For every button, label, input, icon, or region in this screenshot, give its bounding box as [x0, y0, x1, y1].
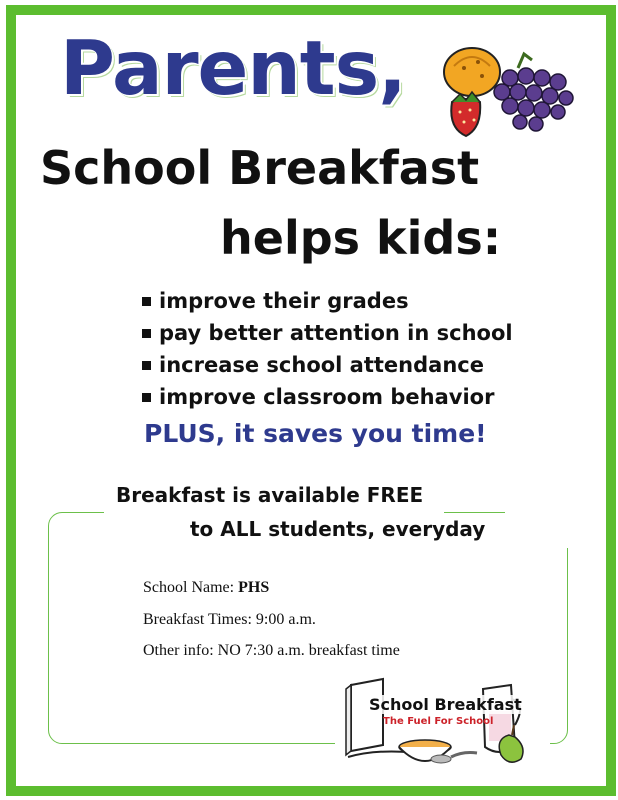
logo-tagline: The Fuel For School: [383, 716, 494, 727]
bullet-icon: [142, 361, 151, 370]
list-item: increase school attendance: [142, 349, 513, 381]
availability-line-2: to ALL students, everyday: [190, 517, 486, 541]
other-info: Other info: NO 7:30 a.m. breakfast time: [143, 642, 400, 659]
headline-school-breakfast: School Breakfast: [40, 141, 480, 195]
fruit-icon: [432, 40, 582, 140]
benefits-list: [142, 285, 513, 413]
bullet-icon: [142, 393, 151, 402]
school-name: School Name: PHS: [143, 579, 270, 596]
bullet-icon: [142, 297, 151, 306]
breakfast-times: Breakfast Times: 9:00 a.m.: [143, 611, 316, 628]
logo-title: School Breakfast: [369, 695, 522, 714]
headline-helps-kids: helps kids:: [220, 211, 502, 265]
list-item: improve their grades: [142, 285, 513, 317]
school-breakfast-logo: [343, 675, 533, 770]
plus-statement: PLUS, it saves you time!: [144, 419, 487, 448]
availability-line-1: Breakfast is available FREE: [116, 483, 424, 507]
bullet-icon: [142, 329, 151, 338]
list-item: improve classroom behavior: [142, 381, 513, 413]
box-gap-right: [505, 508, 585, 548]
list-item: pay better attention in school: [142, 317, 513, 349]
page-title: Parents,: [60, 24, 406, 112]
